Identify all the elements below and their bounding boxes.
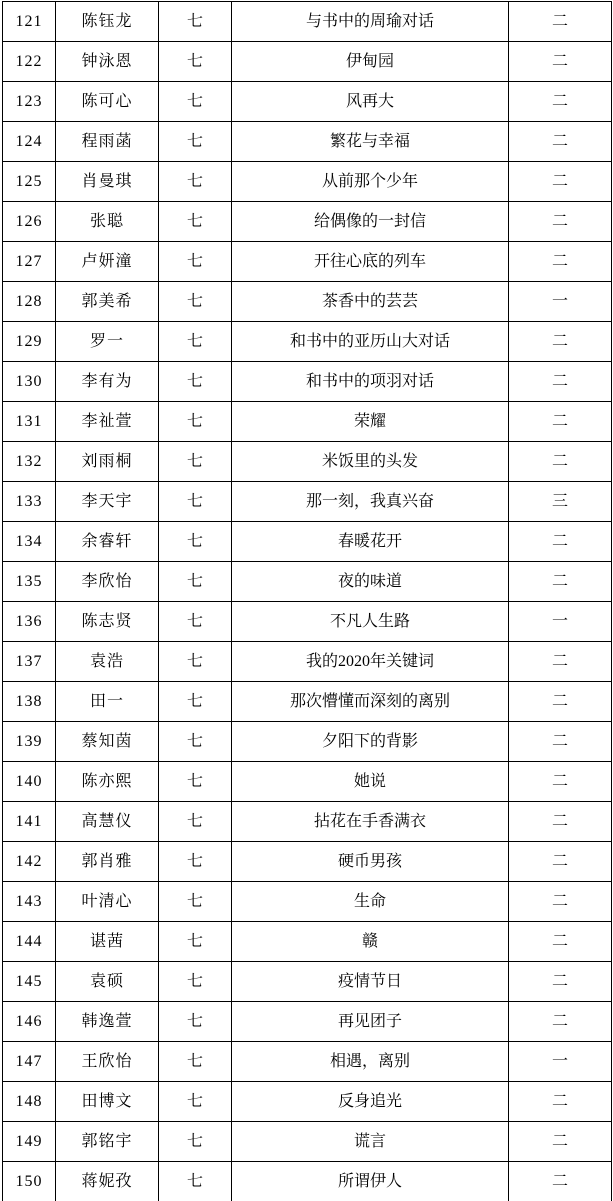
award-cell: 二	[509, 522, 612, 562]
grade-cell: 七	[159, 522, 232, 562]
table-row	[3, 42, 612, 82]
grade-cell: 七	[159, 322, 232, 362]
essay-title-cell: 我的2020年关键词	[232, 642, 509, 682]
grade-cell: 七	[159, 642, 232, 682]
student-name-cell: 郭美希	[56, 282, 159, 322]
grade-cell: 七	[159, 1162, 232, 1201]
award-cell: 二	[509, 322, 612, 362]
essay-title-cell: 与书中的周瑜对话	[232, 2, 509, 42]
table-row	[3, 562, 612, 602]
essay-title-cell: 伊甸园	[232, 42, 509, 82]
row-number-cell: 144	[3, 922, 56, 962]
row-number-cell: 136	[3, 602, 56, 642]
essay-title-cell: 开往心底的列车	[232, 242, 509, 282]
essay-title-cell: 再见团子	[232, 1002, 509, 1042]
essay-title-cell: 茶香中的芸芸	[232, 282, 509, 322]
student-name-cell: 郭肖雅	[56, 842, 159, 882]
row-number-cell: 139	[3, 722, 56, 762]
row-number-cell: 123	[3, 82, 56, 122]
student-name-cell: 谌茜	[56, 922, 159, 962]
table-row	[3, 122, 612, 162]
award-cell: 二	[509, 1122, 612, 1162]
table-row	[3, 802, 612, 842]
row-number-cell: 122	[3, 42, 56, 82]
row-number-cell: 133	[3, 482, 56, 522]
student-name-cell: 韩逸萱	[56, 1002, 159, 1042]
table-row	[3, 202, 612, 242]
row-number-cell: 141	[3, 802, 56, 842]
grade-cell: 七	[159, 442, 232, 482]
row-number-cell: 129	[3, 322, 56, 362]
table-row	[3, 82, 612, 122]
row-number-cell: 125	[3, 162, 56, 202]
table-row	[3, 722, 612, 762]
grade-cell: 七	[159, 1122, 232, 1162]
grade-cell: 七	[159, 562, 232, 602]
row-number-cell: 126	[3, 202, 56, 242]
essay-title-cell: 不凡人生路	[232, 602, 509, 642]
essay-title-cell: 那一刻，我真兴奋	[232, 482, 509, 522]
award-cell: 二	[509, 1162, 612, 1201]
grade-cell: 七	[159, 842, 232, 882]
table-row	[3, 482, 612, 522]
table-row	[3, 1162, 612, 1201]
table-row	[3, 282, 612, 322]
student-name-cell: 袁硕	[56, 962, 159, 1002]
grade-cell: 七	[159, 602, 232, 642]
award-cell: 二	[509, 562, 612, 602]
table-row	[3, 442, 612, 482]
essay-title-cell: 繁花与幸福	[232, 122, 509, 162]
table-row	[3, 162, 612, 202]
student-name-cell: 袁浩	[56, 642, 159, 682]
award-cell: 一	[509, 602, 612, 642]
row-number-cell: 150	[3, 1162, 56, 1201]
award-cell: 二	[509, 42, 612, 82]
essay-title-cell: 夜的味道	[232, 562, 509, 602]
row-number-cell: 138	[3, 682, 56, 722]
student-essay-award-table	[2, 1, 612, 1201]
award-cell: 二	[509, 242, 612, 282]
row-number-cell: 127	[3, 242, 56, 282]
row-number-cell: 137	[3, 642, 56, 682]
award-cell: 二	[509, 802, 612, 842]
essay-title-cell: 她说	[232, 762, 509, 802]
row-number-cell: 128	[3, 282, 56, 322]
table-row	[3, 962, 612, 1002]
row-number-cell: 146	[3, 1002, 56, 1042]
student-name-cell: 余睿轩	[56, 522, 159, 562]
table-row	[3, 842, 612, 882]
essay-title-cell: 从前那个少年	[232, 162, 509, 202]
award-cell: 二	[509, 122, 612, 162]
row-number-cell: 149	[3, 1122, 56, 1162]
table-row	[3, 1122, 612, 1162]
essay-title-cell: 拈花在手香满衣	[232, 802, 509, 842]
grade-cell: 七	[159, 722, 232, 762]
grade-cell: 七	[159, 42, 232, 82]
grade-cell: 七	[159, 282, 232, 322]
award-cell: 一	[509, 1042, 612, 1082]
essay-title-cell: 反身追光	[232, 1082, 509, 1122]
table-row	[3, 322, 612, 362]
student-name-cell: 李欣怡	[56, 562, 159, 602]
row-number-cell: 145	[3, 962, 56, 1002]
table-row	[3, 762, 612, 802]
award-cell: 二	[509, 962, 612, 1002]
grade-cell: 七	[159, 1082, 232, 1122]
essay-title-cell: 硬币男孩	[232, 842, 509, 882]
student-name-cell: 陈可心	[56, 82, 159, 122]
table-row	[3, 362, 612, 402]
student-name-cell: 李祉萱	[56, 402, 159, 442]
grade-cell: 七	[159, 682, 232, 722]
student-name-cell: 叶清心	[56, 882, 159, 922]
grade-cell: 七	[159, 962, 232, 1002]
award-cell: 二	[509, 682, 612, 722]
award-cell: 一	[509, 282, 612, 322]
student-name-cell: 肖曼琪	[56, 162, 159, 202]
essay-title-cell: 风再大	[232, 82, 509, 122]
essay-title-cell: 赣	[232, 922, 509, 962]
student-name-cell: 郭铭宇	[56, 1122, 159, 1162]
award-cell: 二	[509, 642, 612, 682]
grade-cell: 七	[159, 242, 232, 282]
student-name-cell: 高慧仪	[56, 802, 159, 842]
award-cell: 二	[509, 762, 612, 802]
table-body	[3, 2, 612, 1201]
grade-cell: 七	[159, 922, 232, 962]
table-row	[3, 522, 612, 562]
award-cell: 二	[509, 1082, 612, 1122]
award-cell: 二	[509, 922, 612, 962]
essay-title-cell: 那次懵懂而深刻的离别	[232, 682, 509, 722]
grade-cell: 七	[159, 82, 232, 122]
grade-cell: 七	[159, 2, 232, 42]
row-number-cell: 121	[3, 2, 56, 42]
essay-title-cell: 谎言	[232, 1122, 509, 1162]
grade-cell: 七	[159, 202, 232, 242]
essay-title-cell: 所谓伊人	[232, 1162, 509, 1201]
student-name-cell: 程雨菡	[56, 122, 159, 162]
student-name-cell: 罗一	[56, 322, 159, 362]
table-row	[3, 1002, 612, 1042]
row-number-cell: 142	[3, 842, 56, 882]
table-row	[3, 1082, 612, 1122]
essay-title-cell: 春暖花开	[232, 522, 509, 562]
student-name-cell: 蒋妮孜	[56, 1162, 159, 1201]
student-name-cell: 王欣怡	[56, 1042, 159, 1082]
student-name-cell: 陈钰龙	[56, 2, 159, 42]
table-row	[3, 682, 612, 722]
award-cell: 二	[509, 2, 612, 42]
award-cell: 二	[509, 882, 612, 922]
essay-title-cell: 米饭里的头发	[232, 442, 509, 482]
table-row	[3, 602, 612, 642]
student-name-cell: 蔡知茵	[56, 722, 159, 762]
student-name-cell: 钟泳恩	[56, 42, 159, 82]
award-cell: 二	[509, 162, 612, 202]
table-row	[3, 2, 612, 42]
award-cell: 二	[509, 442, 612, 482]
grade-cell: 七	[159, 802, 232, 842]
row-number-cell: 134	[3, 522, 56, 562]
row-number-cell: 147	[3, 1042, 56, 1082]
award-cell: 二	[509, 722, 612, 762]
essay-title-cell: 相遇，离别	[232, 1042, 509, 1082]
table-row	[3, 882, 612, 922]
essay-title-cell: 和书中的项羽对话	[232, 362, 509, 402]
row-number-cell: 135	[3, 562, 56, 602]
table-row	[3, 642, 612, 682]
award-cell: 三	[509, 482, 612, 522]
student-name-cell: 刘雨桐	[56, 442, 159, 482]
essay-title-cell: 和书中的亚历山大对话	[232, 322, 509, 362]
essay-title-cell: 荣耀	[232, 402, 509, 442]
row-number-cell: 124	[3, 122, 56, 162]
award-cell: 二	[509, 82, 612, 122]
table-row	[3, 1042, 612, 1082]
row-number-cell: 148	[3, 1082, 56, 1122]
table-row	[3, 922, 612, 962]
student-name-cell: 卢妍潼	[56, 242, 159, 282]
grade-cell: 七	[159, 882, 232, 922]
grade-cell: 七	[159, 402, 232, 442]
grade-cell: 七	[159, 362, 232, 402]
table-row	[3, 242, 612, 282]
award-cell: 二	[509, 362, 612, 402]
grade-cell: 七	[159, 482, 232, 522]
essay-title-cell: 生命	[232, 882, 509, 922]
essay-title-cell: 给偶像的一封信	[232, 202, 509, 242]
grade-cell: 七	[159, 162, 232, 202]
grade-cell: 七	[159, 1042, 232, 1082]
award-cell: 二	[509, 1002, 612, 1042]
student-name-cell: 张聪	[56, 202, 159, 242]
row-number-cell: 131	[3, 402, 56, 442]
row-number-cell: 140	[3, 762, 56, 802]
award-cell: 二	[509, 402, 612, 442]
student-name-cell: 李天宇	[56, 482, 159, 522]
award-cell: 二	[509, 842, 612, 882]
student-name-cell: 田博文	[56, 1082, 159, 1122]
table-row	[3, 402, 612, 442]
student-name-cell: 陈志贤	[56, 602, 159, 642]
student-name-cell: 陈亦熙	[56, 762, 159, 802]
grade-cell: 七	[159, 122, 232, 162]
student-name-cell: 田一	[56, 682, 159, 722]
row-number-cell: 130	[3, 362, 56, 402]
grade-cell: 七	[159, 762, 232, 802]
student-name-cell: 李有为	[56, 362, 159, 402]
row-number-cell: 143	[3, 882, 56, 922]
row-number-cell: 132	[3, 442, 56, 482]
award-cell: 二	[509, 202, 612, 242]
essay-title-cell: 疫情节日	[232, 962, 509, 1002]
grade-cell: 七	[159, 1002, 232, 1042]
essay-title-cell: 夕阳下的背影	[232, 722, 509, 762]
